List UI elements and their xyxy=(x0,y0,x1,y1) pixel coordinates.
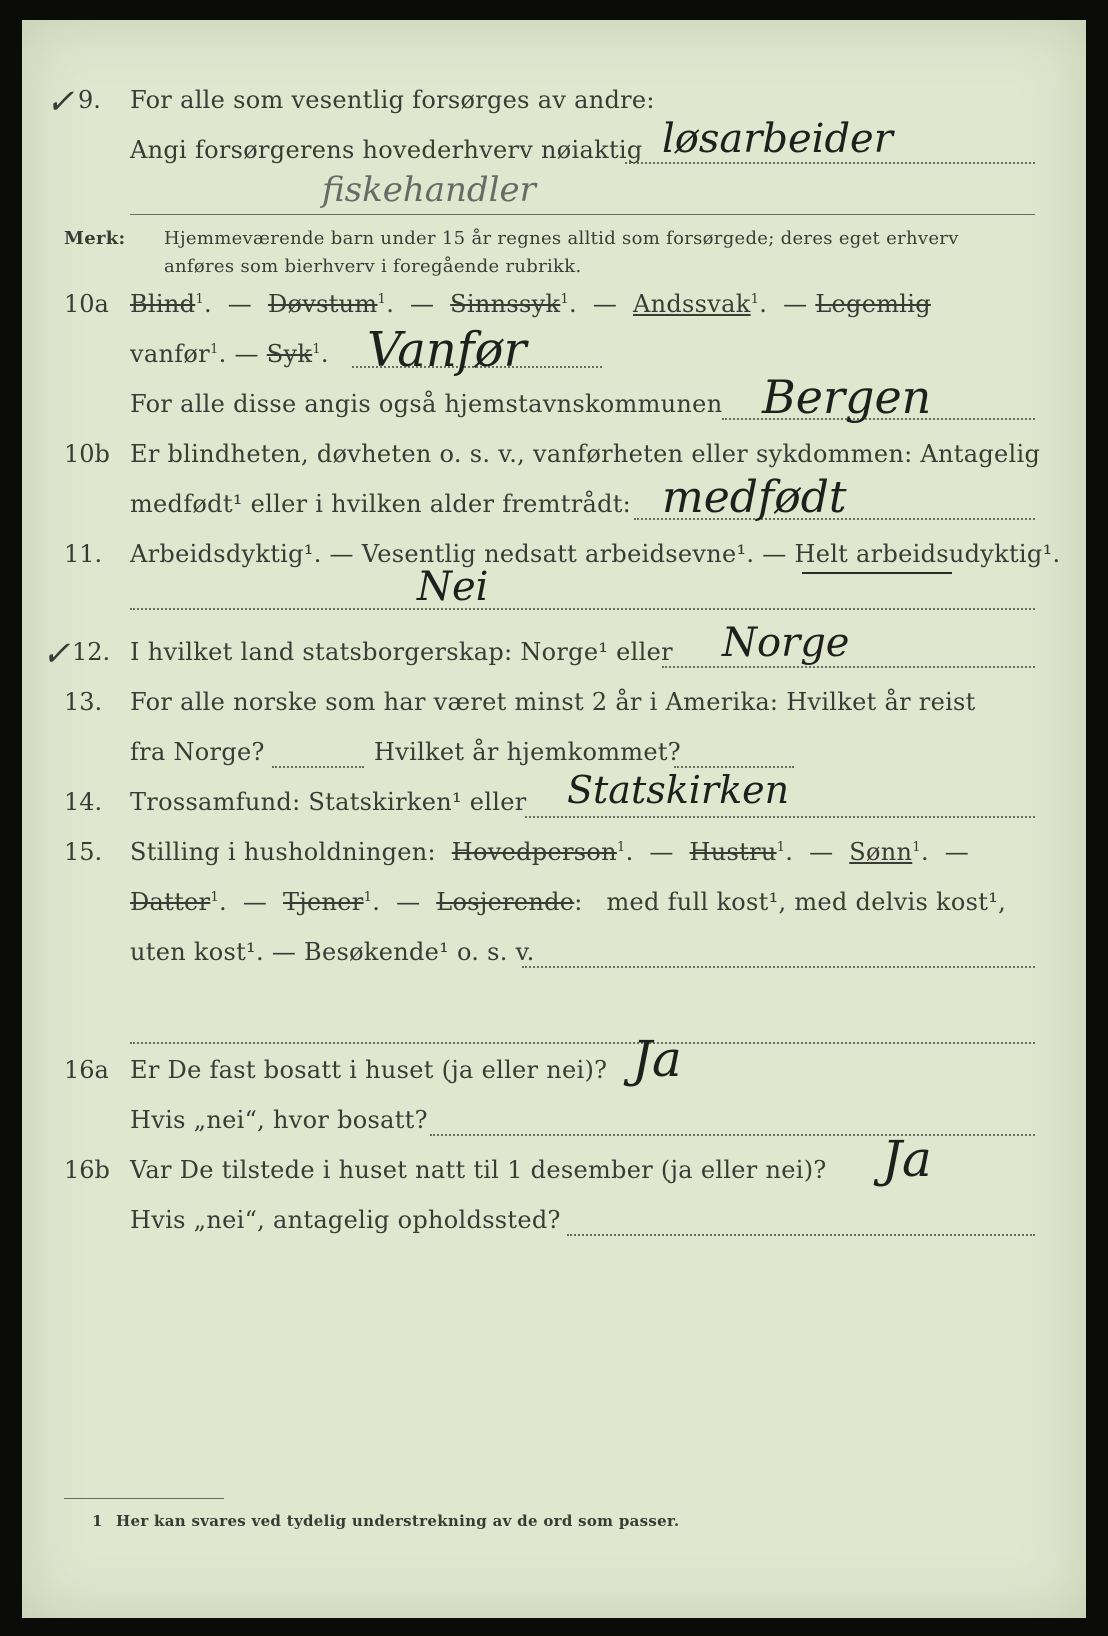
question-text: For alle disse angis også hjemstavnskommunen xyxy=(130,390,723,418)
question-text: uten kost¹. — Besøkende¹ o. s. v. xyxy=(130,938,535,966)
answer-line xyxy=(272,766,364,768)
question-text: Er De fast bosatt i huset (ja eller nei)? xyxy=(130,1056,608,1084)
question-text: medfødt¹ eller i hvilken alder fremtrådt: xyxy=(130,490,632,518)
answer-line xyxy=(430,1134,1035,1136)
note-label: Merk: xyxy=(64,228,126,249)
question-options: vanfør$^1$. — Syk$^1$. xyxy=(130,340,329,368)
question-options: Blind$^1$. — Døvstum$^1$. — Sinnssyk$^1$. — Andssvak$^1$. — Legemlig xyxy=(130,290,931,318)
question-number: 14. xyxy=(64,788,103,816)
question-number: 10b xyxy=(64,440,110,468)
question-number: 11. xyxy=(64,540,103,568)
handwritten-answer: løsarbeider xyxy=(662,116,893,162)
answer-line xyxy=(522,966,1035,968)
handwritten-answer: Bergen xyxy=(762,370,932,424)
handwritten-answer: fiskehandler xyxy=(322,170,536,210)
question-text: Angi forsørgerens hovederhverv nøiaktig xyxy=(130,136,643,164)
question-text: Hvis „nei“, hvor bosatt? xyxy=(130,1106,428,1134)
answer-line xyxy=(130,214,1035,215)
question-number: 12. xyxy=(72,638,111,666)
question-text: For alle norske som har været minst 2 år i Amerika: Hvilket år reist xyxy=(130,688,976,716)
question-text: Trossamfund: Statskirken¹ eller xyxy=(130,788,527,816)
question-text: Er blindheten, døvheten o. s. v., vanførheten eller sykdommen: Antagelig xyxy=(130,440,1041,468)
handwritten-answer: Norge xyxy=(722,620,850,666)
question-text: For alle som vesentlig forsørges av andre: xyxy=(130,86,655,114)
handwritten-answer: Statskirken xyxy=(567,768,790,812)
question-options: Stilling i husholdningen: Hovedperson$^1$. — Hustru$^1$. — Sønn$^1$. — xyxy=(130,838,970,866)
footnote-rule xyxy=(64,1498,224,1499)
question-number: 9. xyxy=(78,86,101,114)
answer-line xyxy=(130,1042,1035,1044)
check-mark-icon: ✓ xyxy=(42,634,71,674)
question-number: 13. xyxy=(64,688,103,716)
handwritten-answer: Ja xyxy=(882,1130,932,1188)
question-number: 15. xyxy=(64,838,103,866)
footnote-text: Her kan svares ved tydelig understrekning av de ord som passer. xyxy=(116,1512,680,1530)
question-number: 10a xyxy=(64,290,109,318)
answer-line xyxy=(567,1234,1035,1236)
underline-mark xyxy=(802,572,952,574)
question-text: Hvis „nei“, antagelig opholdssted? xyxy=(130,1206,561,1234)
handwritten-answer: medfødt xyxy=(662,472,847,523)
answer-line xyxy=(662,666,1035,668)
census-form-page xyxy=(22,20,1086,1618)
footnote-marker: 1 xyxy=(92,1512,103,1530)
question-text: Hvilket år hjemkommet? xyxy=(374,738,681,766)
answer-line xyxy=(130,608,1035,610)
handwritten-answer: Ja xyxy=(632,1030,682,1088)
note-text: Hjemmeværende barn under 15 år regnes alltid som forsørgede; deres eget erhverv xyxy=(164,228,959,249)
question-number: 16a xyxy=(64,1056,109,1084)
answer-line xyxy=(525,816,1035,818)
handwritten-answer: Vanfør xyxy=(367,322,527,378)
question-text: fra Norge? xyxy=(130,738,265,766)
note-text: anføres som bierhverv i foregående rubrikk. xyxy=(164,256,582,277)
answer-line xyxy=(625,162,1035,164)
check-mark-icon: ✓ xyxy=(46,82,75,122)
question-options: Datter$^1$. — Tjener$^1$. — Losjerende: med full kost¹, med delvis kost¹, xyxy=(130,888,1007,916)
question-text: Var De tilstede i huset natt til 1 desember (ja eller nei)? xyxy=(130,1156,827,1184)
handwritten-answer: Nei xyxy=(417,564,489,610)
question-text: I hvilket land statsborgerskap: Norge¹ eller xyxy=(130,638,673,666)
question-text: Arbeidsdyktig¹. — Vesentlig nedsatt arbeidsevne¹. — Helt arbeidsudyktig¹. xyxy=(130,540,1061,568)
question-number: 16b xyxy=(64,1156,110,1184)
